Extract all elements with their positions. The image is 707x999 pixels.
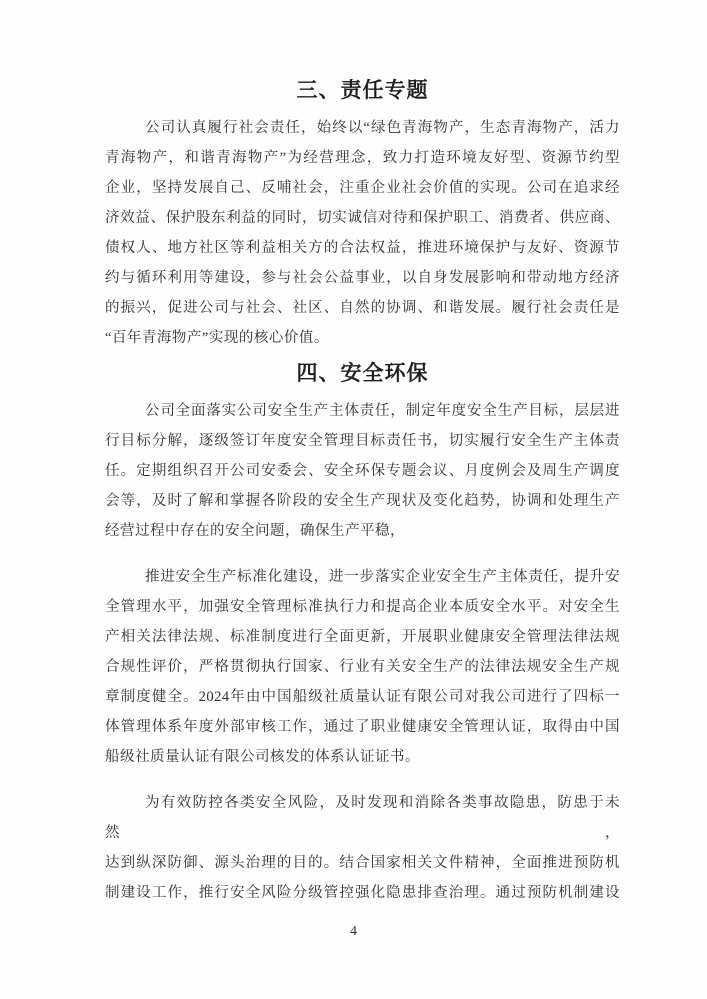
paragraph-safety-1: [105, 396, 620, 546]
text-line: 约与循环利用等建设，参与社会公益事业，以自身发展影响和带动地方经济: [105, 270, 620, 286]
text-line: 债权人、地方社区等利益相关方的合法权益，推进环境保护与友好、资源节: [105, 240, 620, 256]
page-number: 4: [350, 924, 357, 939]
text-line: “百年青海物产”实现的核心价值。: [105, 330, 329, 346]
section-heading-responsibility: 三、责任专题: [296, 79, 429, 102]
text-line: 达到纵深防御、源头治理的目的。结合国家相关文件精神，全面推进预防机: [105, 855, 620, 871]
text-line: 体管理体系年度外部审核工作，通过了职业健康安全管理认证，取得由中国: [105, 719, 620, 735]
text-line: 任。定期组织召开公司安委会、安全环保专题会议、月度例会及周生产调度: [105, 463, 620, 479]
text-line: 的振兴，促进公司与社会、社区、自然的协调、和谐发展。履行社会责任是: [105, 300, 620, 316]
text-line: 公司全面落实公司安全生产主体责任，制定年度安全生产目标，层层进: [145, 403, 620, 419]
text-line: 行目标分解，逐级签订年度安全管理目标责任书，切实履行安全生产主体责: [105, 433, 620, 449]
text-line: 制建设工作，推行安全风险分级管控强化隐患排查治理。通过预防机制建设: [105, 885, 620, 901]
text-line: 推进安全生产标准化建设，进一步落实企业安全生产主体责任，提升安: [145, 569, 620, 585]
text-line: 济效益、保护股东利益的同时，切实诚信对待和保护职工、消费者、供应商、: [105, 210, 620, 226]
paragraph-safety-2: [105, 562, 620, 772]
text-line: 企业，坚持发展自己、反哺社会，注重企业社会价值的实现。公司在追求经: [105, 180, 620, 196]
section-heading-safety: 四、安全环保: [296, 362, 429, 385]
paragraph-safety-3: [105, 788, 620, 908]
text-line: 章制度健全。2024年由中国船级社质量认证有限公司对我公司进行了四标一: [105, 689, 620, 705]
text-line: 为有效防控各类安全风险，及时发现和消除各类事故隐患，防患于未然，: [105, 795, 620, 841]
text-line: 公司认真履行社会责任，始终以“绿色青海物产，生态青海物产，活力: [145, 120, 620, 136]
text-line: 全管理水平，加强安全管理标准执行力和提高企业本质安全水平。对安全生: [105, 599, 620, 615]
paragraph-responsibility: [105, 113, 620, 353]
page-content: [105, 78, 620, 924]
text-line: 经营过程中存在的安全问题，确保生产平稳，: [105, 523, 405, 539]
text-line: 船级社质量认证有限公司核发的体系认证证书。: [105, 749, 420, 765]
text-line: 会等，及时了解和掌握各阶段的安全生产现状及变化趋势，协调和处理生产: [105, 493, 620, 509]
text-line: 产相关法律法规、标准制度进行全面更新，开展职业健康安全管理法律法规: [105, 629, 620, 645]
text-line: 合规性评价，严格贯彻执行国家、行业有关安全生产的法律法规安全生产规: [105, 659, 620, 675]
text-line: 青海物产，和谐青海物产”为经营理念，致力打造环境友好型、资源节约型: [105, 150, 620, 166]
